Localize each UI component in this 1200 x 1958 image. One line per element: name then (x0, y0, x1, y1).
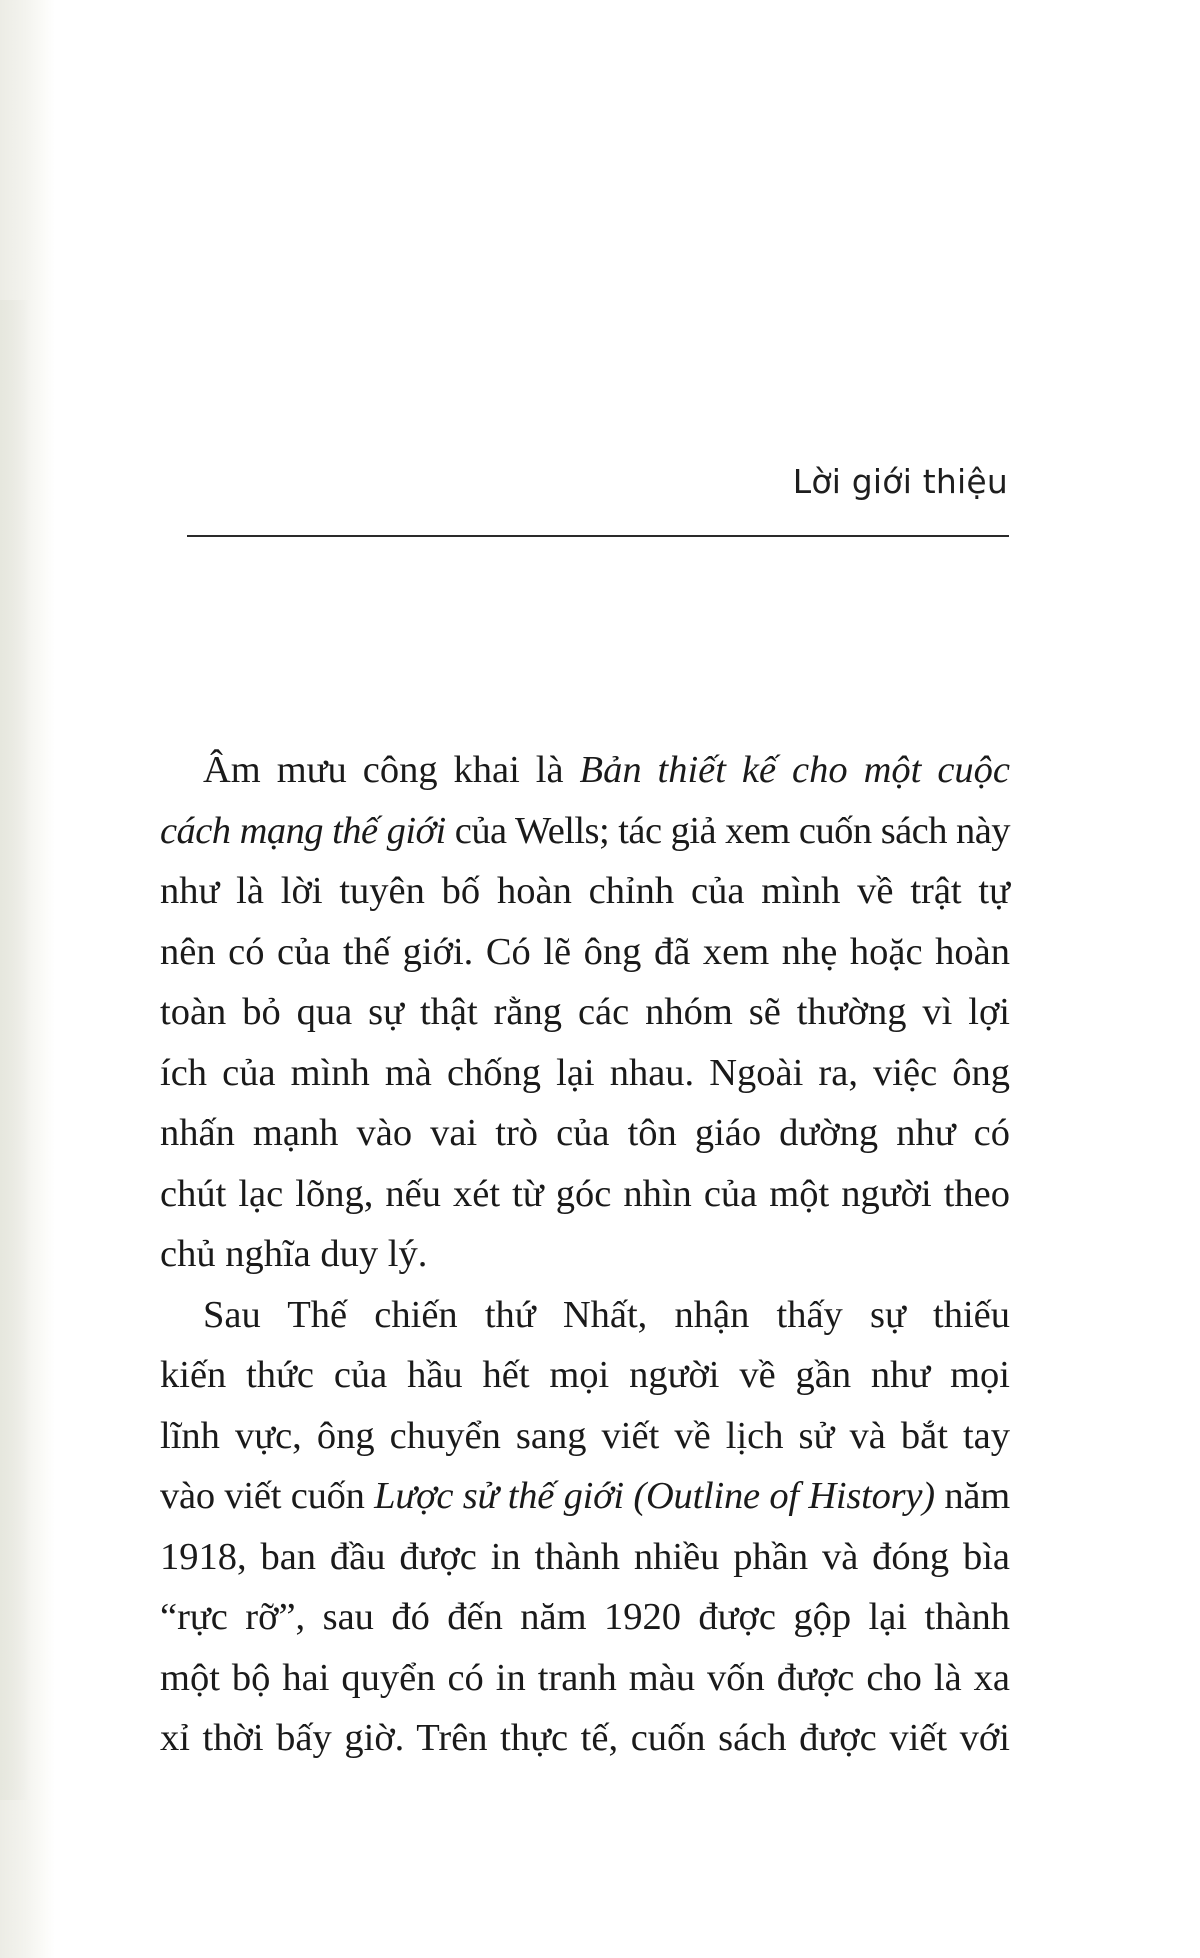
text-segment: chút lạc lõng, nếu xét từ góc nhìn của một người theo (160, 1172, 1010, 1215)
text-segment: năm (934, 1475, 1010, 1517)
text-line (160, 740, 1010, 801)
text-line (160, 1648, 1010, 1709)
text-segment: “rực rỡ”, sau đó đến năm 1920 được gộp lại thành (160, 1596, 1010, 1638)
text-segment: một bộ hai quyển có in tranh màu vốn được cho là xa (160, 1656, 1010, 1699)
text-line (160, 1224, 1010, 1285)
italic-title: Bản thiết kế cho một cuộc (579, 749, 1010, 791)
text-line (160, 922, 1010, 983)
italic-title: Lược sử thế giới (Outline of History) (374, 1475, 935, 1517)
text-line (160, 1164, 1010, 1225)
text-segment: nhấn mạnh vào vai trò của tôn giáo dường như có (160, 1112, 1010, 1154)
text-segment: toàn bỏ qua sự thật rằng các nhóm sẽ thường vì lợi (160, 991, 1010, 1033)
text-segment: chủ nghĩa duy lý. (160, 1233, 428, 1275)
paragraph (160, 740, 1010, 1285)
text-line (160, 1466, 1010, 1527)
text-segment: vào viết cuốn (160, 1475, 375, 1517)
text-line (160, 1708, 1010, 1769)
text-segment: Âm mưu công khai là (203, 749, 580, 791)
text-segment: lĩnh vực, ông chuyển sang viết về lịch sử và bắt tay (160, 1414, 1010, 1457)
section-title: Lời giới thiệu (792, 462, 1008, 501)
text-segment: kiến thức của hầu hết mọi người về gần như mọi (160, 1354, 1010, 1396)
text-line (160, 861, 1010, 922)
text-segment: xỉ thời bấy giờ. Trên thực tế, cuốn sách được viết với (160, 1717, 1010, 1759)
body-text (160, 740, 1010, 1769)
page-edge-shadow (0, 0, 55, 1958)
paragraph (160, 1285, 1010, 1769)
text-line (160, 1527, 1010, 1588)
text-line (160, 1043, 1010, 1104)
text-line (160, 1285, 1010, 1346)
text-line (160, 982, 1010, 1043)
text-segment: Sau Thế chiến thứ Nhất, nhận thấy sự thiếu (203, 1293, 1010, 1336)
text-segment: của Wells; tác giả xem cuốn sách này (445, 809, 1011, 852)
italic-title: cách mạng thế giới (160, 809, 446, 852)
text-line (160, 1406, 1010, 1467)
text-line (160, 1103, 1010, 1164)
text-segment: 1918, ban đầu được in thành nhiều phần và đóng bìa (160, 1535, 1010, 1578)
header-rule (187, 535, 1009, 537)
text-segment: nên có của thế giới. Có lẽ ông đã xem nhẹ hoặc hoàn (160, 930, 1010, 973)
text-segment: ích của mình mà chống lại nhau. Ngoài ra, việc ông (160, 1051, 1010, 1094)
text-line (160, 801, 1010, 862)
text-line (160, 1345, 1010, 1406)
text-segment: như là lời tuyên bố hoàn chỉnh của mình về trật tự (160, 870, 1010, 912)
text-line (160, 1587, 1010, 1648)
